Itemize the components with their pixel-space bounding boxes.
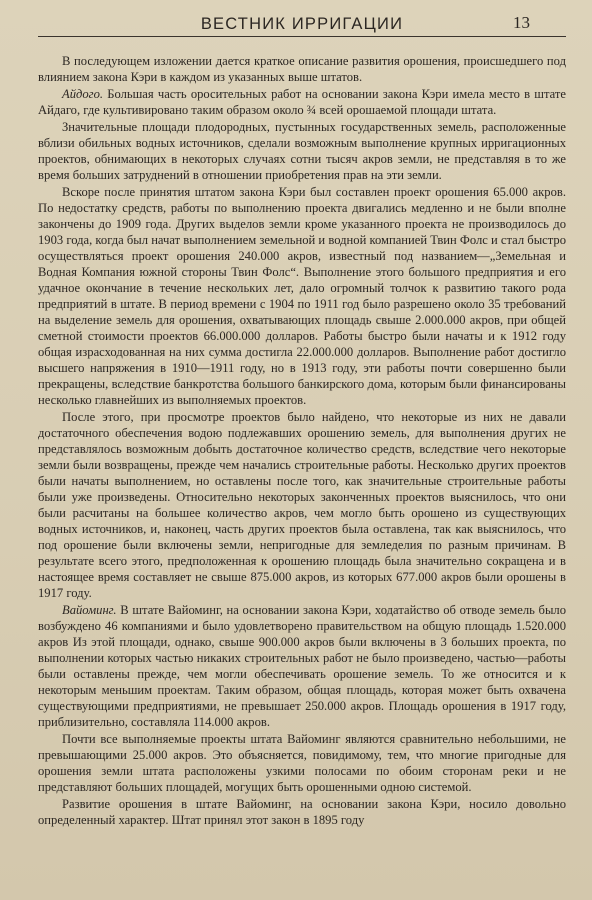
paragraph-text: В штате Вайоминг, на основании закона Кэри, ходатайство об отводе земель было возбуждено 46 компаниями и было удовлетворено правительством на общую площадь 1.520.000 акров Из этой площади, однако, свыше 900.000 акров были включены в 3 больших проекта, по выполнении которых частью никаких строительных работ не было произведено, частью—работы были оставлены прежде, чем могли обеспечивать орошение земель. То же относится и к некоторым меньшим проектам. Таким образом, общая площадь, которая может быть охвачена существующими предприятиями, не превышает 250.000 акров. Площадь орошения в 1917 году, приблизительно, составляла 114.000 акров. [38, 603, 566, 729]
running-header [38, 10, 566, 37]
paragraph-text: Большая часть оросительных работ на основании закона Кэри имела место в штате Айдаго, где культивировано таким образом около ¾ всей орошаемой площади штата. [38, 87, 566, 117]
section-heading-idaho: Айдого. [62, 87, 104, 101]
paragraph-review [38, 409, 566, 601]
paragraph-text: Значительные площади плодородных, пустынных государственных земель, расположенные вблизи обильных водных источников, сделали возможным выполнение крупных ирригационных проектов, обнимающих в некоторых случаях сотни тысяч акров земли, не представляя в то же время больших затруднений в отношении приобретения прав на эти земли. [38, 120, 566, 182]
paragraph-twin-falls [38, 184, 566, 408]
section-heading-wyoming: Вайоминг. [62, 603, 117, 617]
paragraph-intro [38, 53, 566, 85]
page-number: 13 [513, 13, 530, 32]
paragraph-wyoming [38, 602, 566, 730]
paragraph-idaho [38, 86, 566, 118]
paragraph-wyoming-development [38, 796, 566, 828]
journal-title: ВЕСТНИК ИРРИГАЦИИ [200, 15, 404, 33]
article-body [38, 53, 566, 828]
paragraph-text: После этого, при просмотре проектов было найдено, что некоторые из них не давали достаточного обеспечения водою подлежавших орошению земель, для выполнения других не представлялось возможным добыть достаточное количество средств, вследствие чего некоторые земли были возвращены, прежде чем начались строительные работы. Несколько других проектов были начаты выполнением, но оставлены после того, как значительные строительные работы были уже произведены. Относительно некоторых законченных проектов выяснилось, что они были расчитаны на большее количество акров, чем могло быть орошено из существующих водных источников, и, наконец, часть других проектов была оставлена, так как выяснилось, что под орошение были включены земли, непригодные для земледелия по разным причинам. В результате всего этого, предположенная к орошению площадь была значительно сокращена и в настоящее время составляет не свыше 875.000 акров, из которых 677.000 акров были орошены в 1917 году. [38, 410, 566, 600]
paragraph-lands [38, 119, 566, 183]
paragraph-text: Развитие орошения в штате Вайоминг, на основании закона Кэри, носило довольно определенный характер. Штат принял этот закон в 1895 году [38, 797, 566, 827]
paragraph-text: Почти все выполняемые проекты штата Вайоминг являются сравнительно небольшими, не превышающими 25.000 акров. Это объясняется, повидимому, тем, что многие пригодные для орошения земли штата расположены узкими полосами по обоим сторонам реки и не представляют больших площадей, могущих быть орошенными одною системой. [38, 732, 566, 794]
paragraph-text: Вскоре после принятия штатом закона Кэри был составлен проект орошения 65.000 акров. По недостатку средств, работы по выполнению проекта двигались медленно и не были вполне закончены до 1909 года. Других выделов земли кроме указанного проекта не производилось до 1903 года, когда был начат выполнением земельной и водной компанией Твин Фолс и стал быстро осуществляться проект орошения 240.000 акров, известный под названием—„Земельная и Водная Компания южной стороны Твин Фолс“. Выполнение этого большого предприятия и его удачное окончание в течение нескольких лет, дало огромный толчок к развитию такого рода предприятий в штате. В период времени с 1904 по 1911 год было разрешено около 35 требований на выделение земель для орошения, охватывающих площадь свыше 2.000.000 акров, при общей сметной стоимости проектов 66.000.000 долларов. Работы быстро были начаты и к 1912 году общая израсходованная на них сумма достигла 22.000.000 долларов. Выполнение работ достигло высшего напряжения в 1910—1911 году, но в 1913 году, эти работы почти совершенно были прекращены, вследствие банкротства большого банкирского дома, которым были финансированы несколько главнейших из выполняемых проектов. [38, 185, 566, 407]
paragraph-text: В последующем изложении дается краткое описание развития орошения, происшедшего под влиянием закона Кэри в каждом из указанных выше штатов. [38, 54, 566, 84]
paragraph-wyoming-projects [38, 731, 566, 795]
